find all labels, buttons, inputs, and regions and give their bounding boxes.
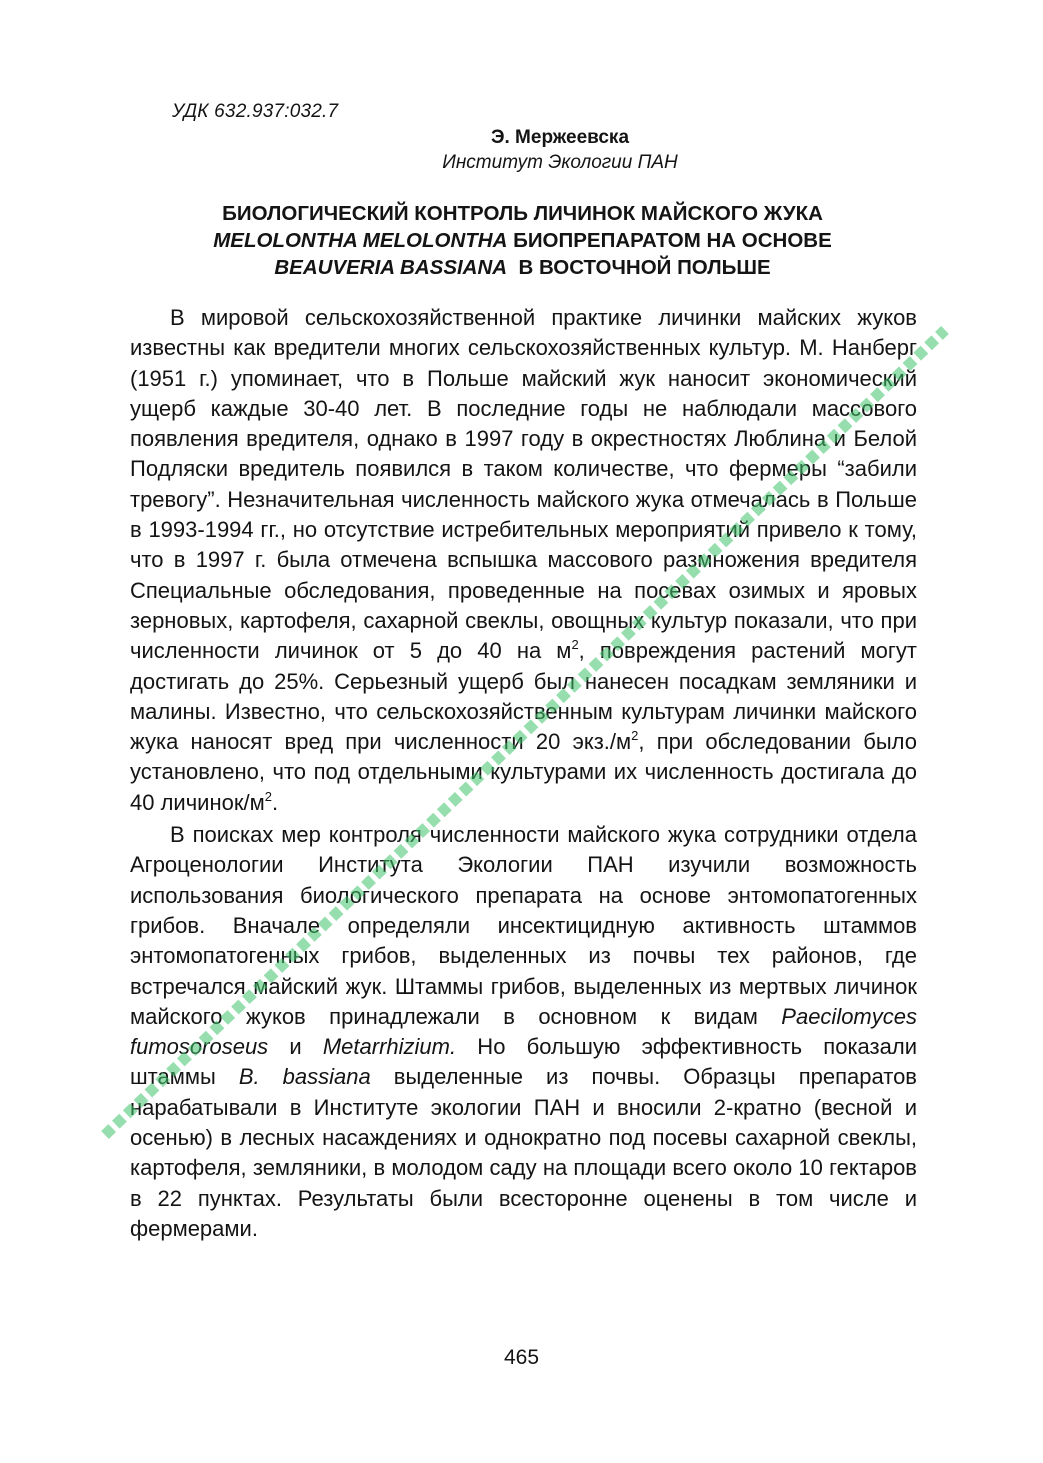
article-body <box>130 303 917 1244</box>
title-line-3-text: В ВОСТОЧНОЙ ПОЛЬШЕ <box>507 256 771 279</box>
title-line-1: БИОЛОГИЧЕСКИЙ КОНТРОЛЬ ЛИЧИНОК МАЙСКОГО ЖУКА <box>222 202 823 225</box>
superscript-squared: 2 <box>264 788 272 804</box>
paragraph-1-text-c: , при обследовании было установлено, что под отдельными культурами их численность достигала до 40 личинок/м <box>130 729 918 815</box>
author-name: Э. Мержеевска <box>490 127 630 148</box>
paragraph-2 <box>130 820 917 1244</box>
article-title <box>130 200 915 281</box>
author-affiliation: Институт Экологии ПАН <box>442 152 678 173</box>
paragraph-1-text-a: В мировой сельскохозяйственной практике личинки майских жуков известны как вредители многих сельскохозяйственных культур. М. Нанберг (1951 г.) упоминает, что в Польше майский жук наносит экономический ущерб каждые 30-40 лет. В последние годы не наблюдали массового появления вредителя, однако в 1997 году в окрестностях Люблина и Белой Подляски вредитель появился в таком количестве, что фермеры “забили тревогу”. Незначительная численность майского жука отмечалась в Польше в 1993-1994 гг., но отсутствие истребительных мероприятий привело к тому, что в 1997 г. была отмечена вспышка массового размножения вредителя Специальные обследования, проведенные на посевах озимых и яровых зерновых, картофеля, сахарной свеклы, овощных культур показали, что при численности личинок от 5 до 40 на м <box>130 305 917 664</box>
superscript-squared: 2 <box>571 637 579 653</box>
paragraph-1-text-b: , повреждения растений могут достигать до 25%. Серьезный ущерб был нанесен посадкам земляники и малины. Известно, что сельскохозяйственным культурам личинки майского жука наносят вред при численности 20 экз./м <box>130 638 918 755</box>
paragraph-1-text-d: . <box>271 789 279 815</box>
species-name: B. bassiana <box>238 1064 371 1090</box>
title-line-2 <box>130 227 915 254</box>
paragraph-2-text-c: Но большую эффективность показали штаммы <box>130 1034 917 1090</box>
title-line-2-text: БИОПРЕПАРАТОМ НА ОСНОВЕ <box>507 229 832 252</box>
species-name: Paecilomyces fumosoroseus <box>130 1003 917 1060</box>
paragraph-2-text-b: и <box>268 1034 323 1060</box>
superscript-squared: 2 <box>631 728 639 744</box>
udc-code: УДК 632.937:032.7 <box>172 101 339 122</box>
title-line-3 <box>130 254 915 281</box>
page-number: 465 <box>503 1346 540 1369</box>
paragraph-2-text-a: В поисках мер контроля численности майского жука сотрудники отдела Агроценологии Института Экологии ПАН изучили возможность использования биологического препарата на основе энтомопатогенных грибов. Вначале определяли инсектицидную активность штаммов энтомопатогенных грибов, выделенных из почвы тех районов, где встречался майский жук. Штаммы грибов, выделенных из мертвых личинок майского жуков принадлежали в основном к видам <box>130 822 917 1029</box>
title-species-name: MELOLONTHA MELOLONTHA <box>213 229 508 252</box>
paragraph-2-text-d: выделенные из почвы. Образцы препаратов нарабатывали в Институте экологии ПАН и вносили 2-кратно (весной и осенью) в лесных насаждениях и однократно под посевы сахарной свеклы, картофеля, земляники, в молодом саду на площади всего около 10 гектаров в 22 пунктах. Результаты были всесторонне оценены в том числе и фермерами. <box>130 1064 917 1241</box>
title-fungus-name: BEAUVERIA BASSIANA <box>274 256 508 279</box>
species-name: Metarrhizium. <box>322 1034 457 1060</box>
paragraph-1 <box>130 303 917 818</box>
